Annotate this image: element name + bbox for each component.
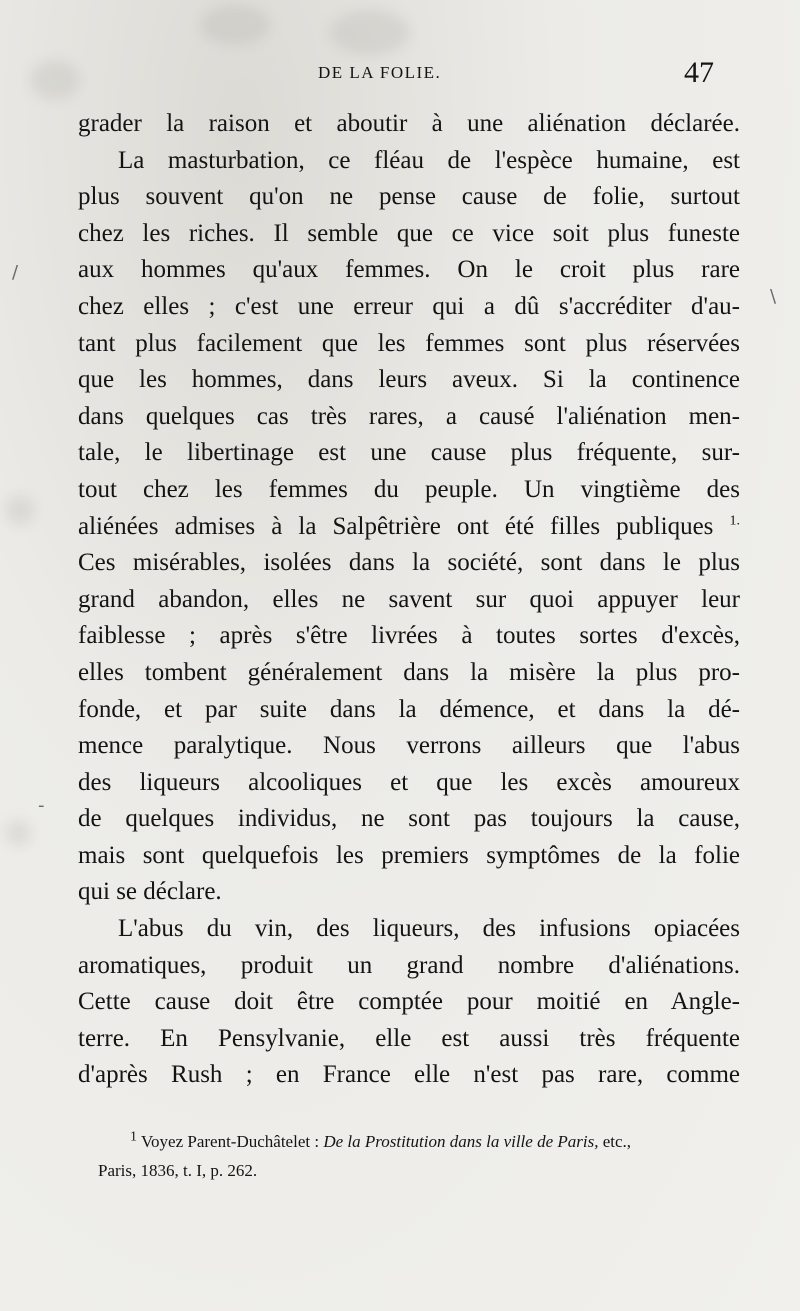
text-line: plus souvent qu'on ne pense cause de folie, surtout	[78, 183, 740, 211]
paper-stain	[5, 495, 35, 525]
paper-stain	[5, 820, 31, 846]
margin-mark: \	[770, 286, 777, 307]
text-line: grader la raison et aboutir à une aliénation déclarée.	[78, 110, 740, 137]
paper-stain	[200, 5, 270, 45]
text-line: Cette cause doit être comptée pour moitié en Angle-	[78, 988, 740, 1016]
text-line: aux hommes qu'aux femmes. On le croit plus rare	[78, 256, 740, 284]
text-line: que les hommes, dans leurs aveux. Si la continence	[78, 366, 740, 394]
text-line: qui se déclare.	[78, 878, 222, 906]
text-line: grand abandon, elles ne savent sur quoi appuyer leur	[78, 585, 740, 613]
text-line: dans quelques cas très rares, a causé l'aliénation men-	[78, 402, 740, 430]
text-line: terre. En Pensylvanie, elle est aussi très fréquente	[78, 1024, 740, 1052]
text-line: tale, le libertinage est une cause plus fréquente, sur-	[78, 439, 740, 467]
text-line: Ces misérables, isolées dans la société, sont dans le plus	[78, 549, 740, 577]
running-head	[0, 56, 800, 90]
body-text	[78, 106, 740, 1094]
text-line-with-footnote-ref	[78, 509, 740, 546]
text-line: d'après Rush ; en France elle n'est pas rare, comme	[78, 1061, 740, 1089]
text-line: faiblesse ; après s'être livrées à toutes sortes d'excès,	[78, 622, 740, 650]
text-line: fonde, et par suite dans la démence, et dans la dé-	[78, 695, 740, 723]
footnote-marker: 1	[130, 1129, 137, 1145]
page-number: 47	[684, 56, 714, 89]
text-line: L'abus du vin, des liqueurs, des infusions opiacées	[118, 915, 740, 943]
text-line: aromatiques, produit un grand nombre d'aliénations.	[78, 951, 740, 979]
text-line: tant plus facilement que les femmes sont plus réservées	[78, 329, 740, 357]
margin-mark: -	[38, 795, 45, 816]
footnote-line	[98, 1127, 758, 1156]
text-line: mais sont quelquefois les premiers symptômes de la folie	[78, 841, 740, 869]
running-title: DE LA FOLIE.	[318, 63, 442, 82]
text-line: elles tombent généralement dans la misère la plus pro-	[78, 658, 740, 686]
text-line: de quelques individus, ne sont pas toujours la cause,	[78, 805, 740, 833]
footnote	[98, 1127, 758, 1185]
text-line: La masturbation, ce fléau de l'espèce humaine, est	[118, 146, 740, 174]
text-line: mence paralytique. Nous verrons ailleurs que l'abus	[78, 732, 740, 760]
footnote-title: De la Prostitution dans la ville de Paris,	[323, 1132, 599, 1151]
text-line: des liqueurs alcooliques et que les excès amoureux	[78, 768, 740, 796]
text-line: tout chez les femmes du peuple. Un vingtième des	[78, 475, 740, 503]
margin-mark: /	[12, 262, 19, 283]
text-line: aliénées admises à la Salpêtrière ont été filles publiques	[78, 512, 714, 540]
footnote-prefix: Voyez Parent-Duchâtelet :	[140, 1132, 324, 1151]
text-line: chez les riches. Il semble que ce vice soit plus funeste	[78, 219, 740, 247]
paper-stain	[330, 10, 410, 55]
footnote-suffix: etc.,	[598, 1132, 632, 1151]
footnote-reference: 1.	[729, 513, 740, 529]
footnote-line: Paris, 1836, t. I, p. 262.	[98, 1161, 258, 1180]
text-line: chez elles ; c'est une erreur qui a dû s'accréditer d'au-	[78, 292, 740, 320]
